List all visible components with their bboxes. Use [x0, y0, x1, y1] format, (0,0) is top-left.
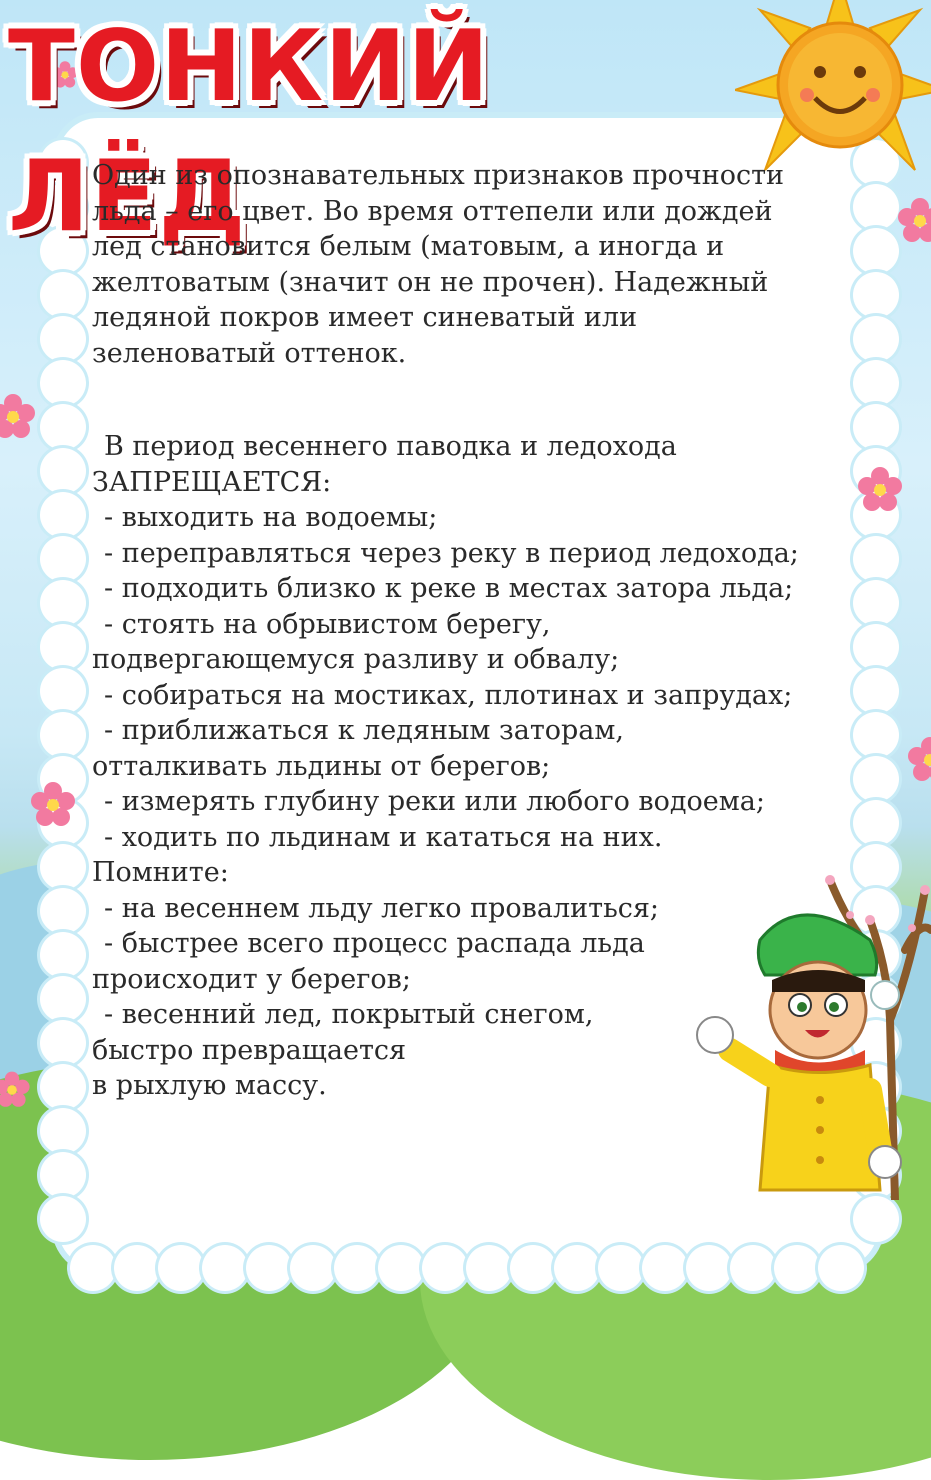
card-scallop	[378, 1245, 424, 1291]
card-scallop	[114, 1245, 160, 1291]
card-scallop	[40, 1152, 86, 1198]
card-scallop	[40, 888, 86, 934]
card-scallop	[40, 712, 86, 758]
text-line: происходит у берегов;	[92, 963, 411, 995]
card-scallop	[774, 1245, 820, 1291]
text-line: - быстрее всего процесс распада льда	[104, 928, 645, 959]
card-scallop	[40, 932, 86, 978]
card-scallop	[642, 1245, 688, 1291]
card-scallop	[40, 1108, 86, 1154]
flower-icon	[28, 780, 78, 830]
text-line: желтоватым (значит он не прочен). Надежный	[92, 266, 769, 298]
card-scallop	[334, 1245, 380, 1291]
text-line: в рыхлую массу.	[92, 1070, 327, 1101]
card-scallop	[40, 624, 86, 670]
card-scallop	[598, 1245, 644, 1291]
text-line: - выходить на водоемы;	[104, 502, 438, 533]
info-text	[92, 158, 862, 1104]
card-scallop	[40, 1020, 86, 1066]
text-line: - приближаться к ледяным заторам,	[104, 715, 624, 746]
text-line: зеленоватый оттенок.	[92, 337, 407, 369]
text-line: - на весеннем льду легко провалиться;	[104, 892, 660, 924]
text-line: - ходить по льдинам и кататься на них.	[104, 821, 663, 853]
card-scallop	[466, 1245, 512, 1291]
card-scallop	[40, 404, 86, 450]
flower-icon	[895, 196, 931, 246]
text-line: - измерять глубину реки или любого водоема;	[104, 786, 765, 817]
card-scallop	[246, 1245, 292, 1291]
remember-list	[92, 891, 862, 1104]
text-line: В период весеннего паводка и ледохода	[104, 431, 677, 462]
card-scallop	[40, 844, 86, 890]
card-scallop	[853, 1196, 899, 1242]
card-scallop	[40, 976, 86, 1022]
text-line: ледяной покров имеет синеватый или	[92, 302, 638, 333]
card-scallop	[70, 1245, 116, 1291]
card-scallop	[40, 580, 86, 626]
card-scallop	[510, 1245, 556, 1291]
card-scallop	[40, 492, 86, 538]
spacer	[92, 371, 862, 429]
text-line: - переправляться через реку в период ледохода;	[104, 537, 799, 569]
flower-icon	[905, 735, 931, 785]
section-prohibited-heading	[92, 429, 862, 500]
text-line: ЗАПРЕЩАЕТСЯ:	[92, 466, 332, 498]
text-line: подвергающемуся разливу и обвалу;	[92, 644, 620, 675]
flower-icon	[0, 1070, 32, 1110]
card-scallop	[686, 1245, 732, 1291]
text-line: - стоять на обрывистом берегу,	[104, 608, 551, 640]
text-line: - подходить близко к реке в местах затора льда;	[104, 573, 794, 604]
card-scallop	[40, 668, 86, 714]
text-line: отталкивать льдины от берегов;	[92, 750, 551, 782]
text-line: - собираться на мостиках, плотинах и запрудах;	[104, 679, 793, 711]
card-scallop	[40, 1196, 86, 1242]
text-line: быстро превращается	[92, 1034, 407, 1066]
card-scallop	[290, 1245, 336, 1291]
card-scallop	[158, 1245, 204, 1291]
text-line: Один из опознавательных признаков прочности	[92, 160, 785, 191]
card-scallop	[40, 316, 86, 362]
card-scallop	[40, 360, 86, 406]
text-line: льда – его цвет. Во время оттепели или дождей	[92, 195, 773, 227]
text-line: - весенний лед, покрытый снегом,	[104, 999, 594, 1030]
card-scallop	[40, 1064, 86, 1110]
card-scallop	[40, 448, 86, 494]
flower-icon	[855, 465, 905, 515]
text-line: лед становится белым (матовым, а иногда и	[92, 231, 725, 262]
remember-heading: Помните:	[92, 857, 229, 888]
card-scallop	[40, 536, 86, 582]
card-scallop	[554, 1245, 600, 1291]
flower-icon	[0, 392, 38, 442]
page-title: ТОНКИЙ ЛЁД	[8, 10, 491, 254]
prohibited-list	[92, 500, 862, 855]
sun-icon	[735, 0, 931, 180]
card-scallop	[422, 1245, 468, 1291]
card-scallop	[730, 1245, 776, 1291]
card-scallop	[40, 272, 86, 318]
card-scallop	[202, 1245, 248, 1291]
paragraph-ice-color	[92, 158, 862, 371]
card-scallop	[818, 1245, 864, 1291]
